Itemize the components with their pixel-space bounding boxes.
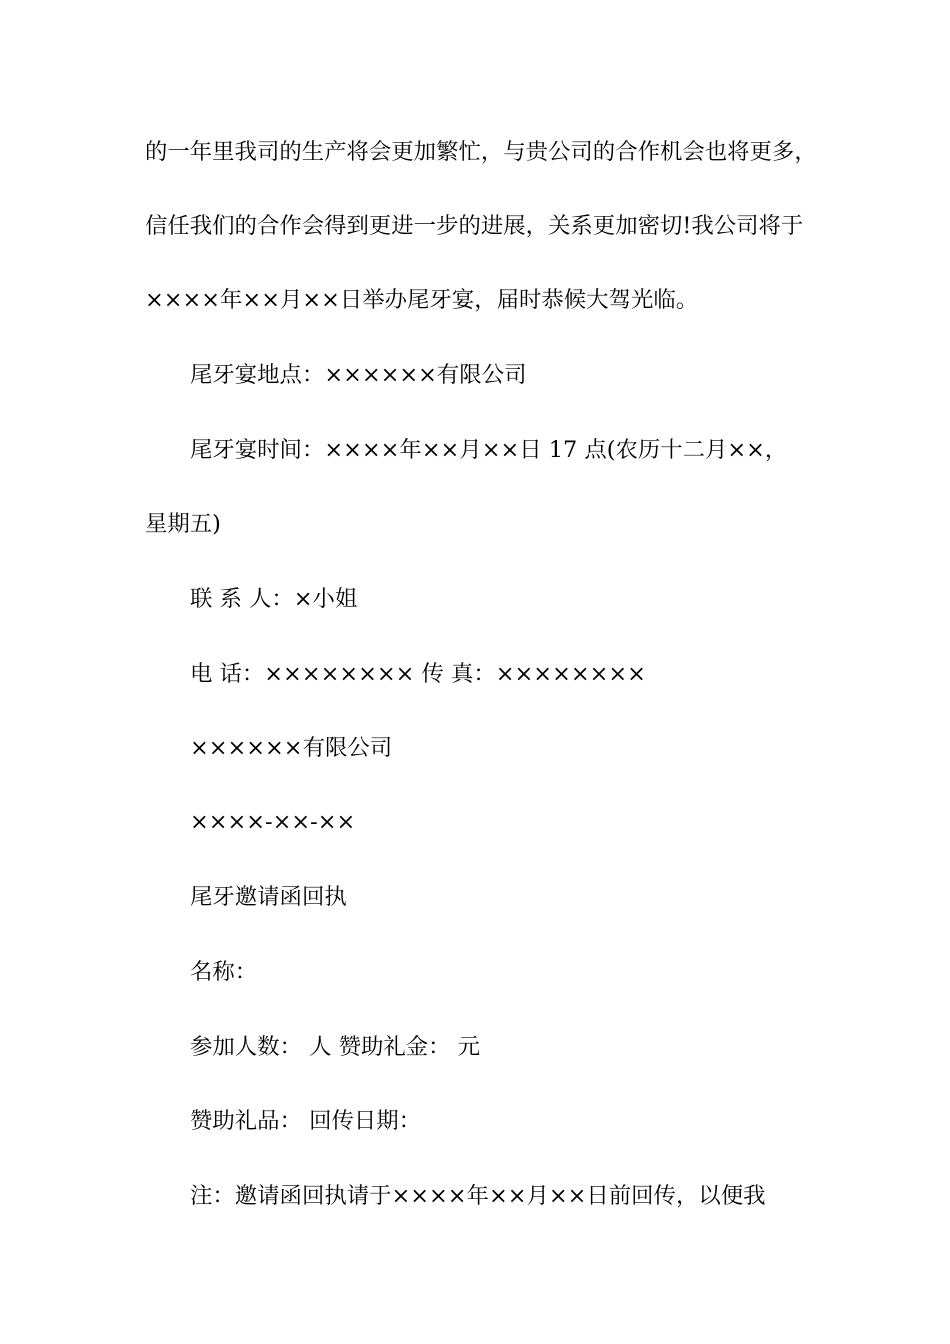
reply-slip-title: 尾牙邀请函回执 (190, 884, 347, 910)
paragraph-line-1: 的一年里我司的生产将会更加繁忙，与贵公司的合作机会也将更多， (145, 139, 817, 165)
banquet-weekday: 星期五) (145, 511, 221, 537)
banquet-location: 尾牙宴地点：××××××有限公司 (190, 362, 527, 388)
paragraph-line-3: ××××年××月××日举办尾牙宴，届时恭候大驾光临。 (145, 287, 699, 313)
reply-gift-return-date: 赞助礼品： 回传日期： (190, 1108, 422, 1134)
paragraph-line-2: 信任我们的合作会得到更进一步的进展，关系更加密切!我公司将于 (145, 213, 804, 239)
document-date: ××××-××-×× (190, 809, 356, 835)
banquet-time: 尾牙宴时间：××××年××月××日 17 点(农历十二月××， (190, 437, 788, 463)
reply-attendees-gift-money: 参加人数： 人 赞助礼金： 元 (190, 1034, 481, 1060)
contact-person: 联 系 人：×小姐 (190, 586, 358, 612)
phone-fax: 电 话：×××××××× 传 真：×××××××× (190, 661, 646, 687)
reply-name-field: 名称： (190, 959, 258, 985)
company-name: ××××××有限公司 (190, 735, 393, 761)
reply-note: 注：邀请函回执请于××××年××月××日前回传，以便我 (190, 1183, 766, 1209)
